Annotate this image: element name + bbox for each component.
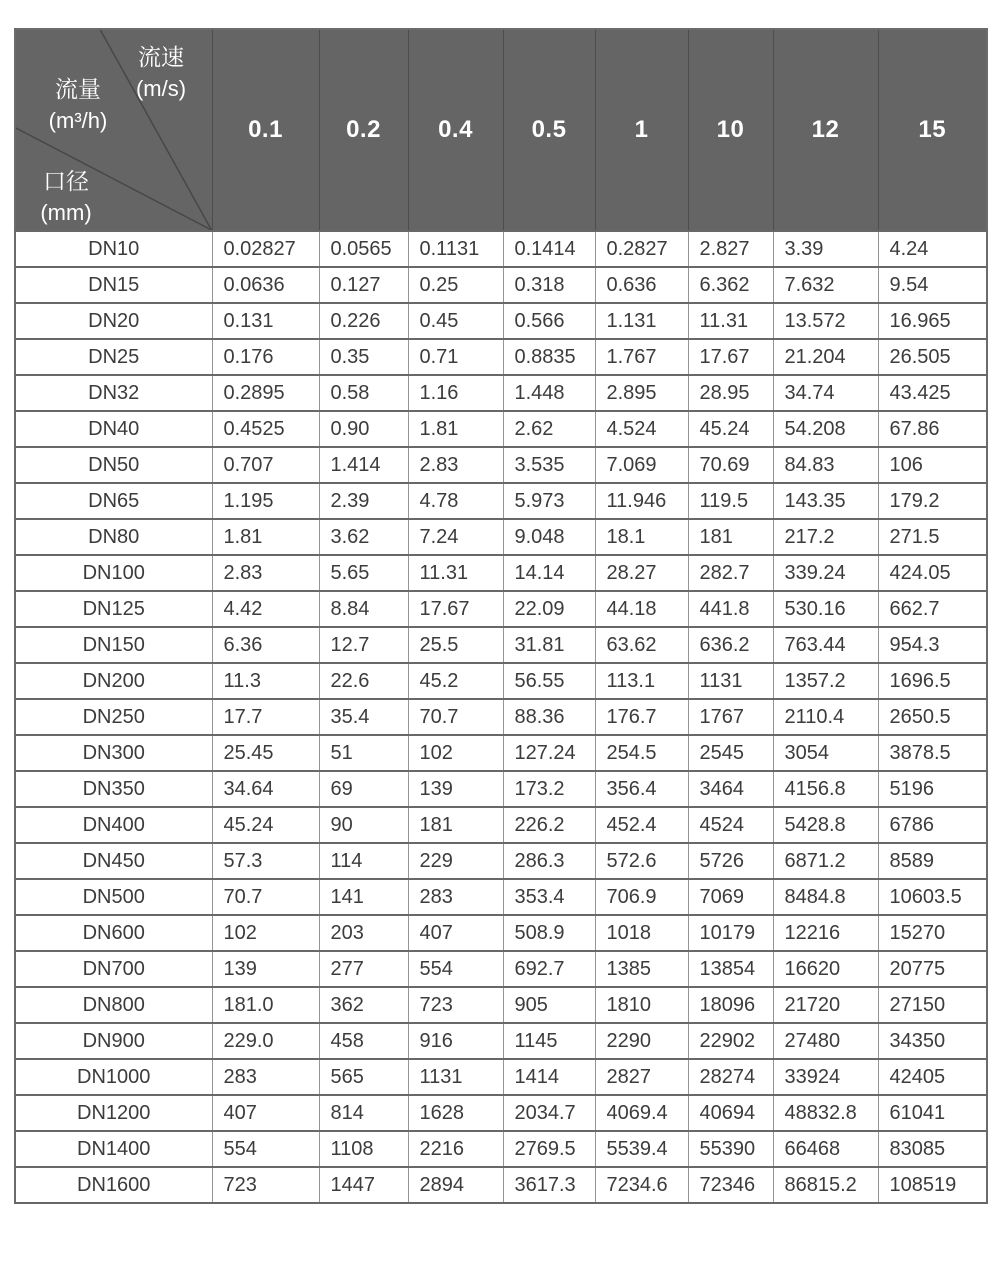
- table-row: [15, 915, 987, 951]
- table-row: [15, 771, 987, 807]
- flow-value-cell: 916: [408, 1023, 503, 1059]
- flow-value-cell: 11.946: [595, 483, 688, 519]
- flow-value-cell: 1447: [319, 1167, 408, 1203]
- flow-value-cell: 0.318: [503, 267, 595, 303]
- table-row: [15, 1095, 987, 1131]
- table-row: [15, 1131, 987, 1167]
- flow-value-cell: 102: [212, 915, 319, 951]
- table-row: [15, 807, 987, 843]
- table-row: [15, 231, 987, 267]
- flow-value-cell: 176.7: [595, 699, 688, 735]
- flow-value-cell: 1108: [319, 1131, 408, 1167]
- flow-value-cell: 17.67: [688, 339, 773, 375]
- flow-value-cell: 54.208: [773, 411, 878, 447]
- flow-value-cell: 34.64: [212, 771, 319, 807]
- flow-value-cell: 179.2: [878, 483, 987, 519]
- flow-value-cell: 143.35: [773, 483, 878, 519]
- flow-value-cell: 45.24: [212, 807, 319, 843]
- flow-value-cell: 5.973: [503, 483, 595, 519]
- flow-value-cell: 6.362: [688, 267, 773, 303]
- flow-value-cell: 7069: [688, 879, 773, 915]
- flow-value-cell: 0.636: [595, 267, 688, 303]
- flow-value-cell: 0.0565: [319, 231, 408, 267]
- flow-value-cell: 0.90: [319, 411, 408, 447]
- flow-value-cell: 27480: [773, 1023, 878, 1059]
- flow-value-cell: 1.81: [212, 519, 319, 555]
- flow-value-cell: 572.6: [595, 843, 688, 879]
- flow-value-cell: 692.7: [503, 951, 595, 987]
- flow-value-cell: 254.5: [595, 735, 688, 771]
- diameter-cell: DN800: [15, 987, 212, 1023]
- flow-value-cell: 4156.8: [773, 771, 878, 807]
- flow-value-cell: 28.95: [688, 375, 773, 411]
- flow-value-cell: 63.62: [595, 627, 688, 663]
- flow-value-cell: 0.25: [408, 267, 503, 303]
- flow-value-cell: 66468: [773, 1131, 878, 1167]
- table-row: [15, 843, 987, 879]
- flow-value-cell: 1767: [688, 699, 773, 735]
- flow-value-cell: 723: [212, 1167, 319, 1203]
- diameter-cell: DN100: [15, 555, 212, 591]
- flow-value-cell: 70.7: [212, 879, 319, 915]
- flow-value-cell: 5428.8: [773, 807, 878, 843]
- flow-value-cell: 7.632: [773, 267, 878, 303]
- flow-value-cell: 35.4: [319, 699, 408, 735]
- flow-value-cell: 0.226: [319, 303, 408, 339]
- diameter-cell: DN1000: [15, 1059, 212, 1095]
- flow-value-cell: 1.131: [595, 303, 688, 339]
- flow-value-cell: 28.27: [595, 555, 688, 591]
- flow-value-cell: 10179: [688, 915, 773, 951]
- table-row: [15, 987, 987, 1023]
- flow-value-cell: 25.45: [212, 735, 319, 771]
- velocity-column-header: 1: [595, 29, 688, 231]
- velocity-column-header: 10: [688, 29, 773, 231]
- flow-value-cell: 229: [408, 843, 503, 879]
- flow-value-cell: 271.5: [878, 519, 987, 555]
- flow-value-cell: 12216: [773, 915, 878, 951]
- flow-value-cell: 3878.5: [878, 735, 987, 771]
- flow-value-cell: 1.414: [319, 447, 408, 483]
- flow-value-cell: 173.2: [503, 771, 595, 807]
- flow-value-cell: 119.5: [688, 483, 773, 519]
- flow-value-cell: 22.09: [503, 591, 595, 627]
- diameter-cell: DN1400: [15, 1131, 212, 1167]
- diameter-label-text: 口径: [43, 168, 89, 194]
- flow-value-cell: 114: [319, 843, 408, 879]
- flow-value-cell: 9.048: [503, 519, 595, 555]
- flow-value-cell: 2.895: [595, 375, 688, 411]
- flow-value-cell: 6786: [878, 807, 987, 843]
- diameter-cell: DN65: [15, 483, 212, 519]
- diameter-cell: DN125: [15, 591, 212, 627]
- flow-value-cell: 3.535: [503, 447, 595, 483]
- diameter-cell: DN600: [15, 915, 212, 951]
- flow-value-cell: 283: [212, 1059, 319, 1095]
- flow-value-cell: 407: [212, 1095, 319, 1131]
- diameter-cell: DN150: [15, 627, 212, 663]
- velocity-label-text: 流速: [138, 44, 184, 70]
- flow-value-cell: 8.84: [319, 591, 408, 627]
- flow-value-cell: 0.2827: [595, 231, 688, 267]
- flow-value-cell: 277: [319, 951, 408, 987]
- diameter-cell: DN10: [15, 231, 212, 267]
- velocity-column-header: 0.1: [212, 29, 319, 231]
- header-row: [15, 29, 987, 231]
- flow-value-cell: 1.81: [408, 411, 503, 447]
- flow-value-cell: 2545: [688, 735, 773, 771]
- flow-value-cell: 139: [212, 951, 319, 987]
- flow-value-cell: 4069.4: [595, 1095, 688, 1131]
- flow-value-cell: 6871.2: [773, 843, 878, 879]
- flow-value-cell: 203: [319, 915, 408, 951]
- flow-label-text: 流量: [55, 76, 101, 102]
- flow-value-cell: 56.55: [503, 663, 595, 699]
- flow-value-cell: 106: [878, 447, 987, 483]
- flow-value-cell: 3054: [773, 735, 878, 771]
- flow-value-cell: 11.31: [688, 303, 773, 339]
- table-row: [15, 699, 987, 735]
- flow-value-cell: 3464: [688, 771, 773, 807]
- flow-value-cell: 21.204: [773, 339, 878, 375]
- flow-value-cell: 17.67: [408, 591, 503, 627]
- flow-value-cell: 8484.8: [773, 879, 878, 915]
- table-row: [15, 519, 987, 555]
- flow-value-cell: 2.39: [319, 483, 408, 519]
- flow-value-cell: 22902: [688, 1023, 773, 1059]
- table-row: [15, 627, 987, 663]
- flow-value-cell: 0.58: [319, 375, 408, 411]
- diameter-cell: DN200: [15, 663, 212, 699]
- flow-value-cell: 353.4: [503, 879, 595, 915]
- velocity-column-header: 0.5: [503, 29, 595, 231]
- flow-value-cell: 83085: [878, 1131, 987, 1167]
- corner-label-diameter: [26, 166, 106, 228]
- flow-value-cell: 1.16: [408, 375, 503, 411]
- table-row: [15, 1167, 987, 1203]
- flow-value-cell: 0.4525: [212, 411, 319, 447]
- flow-value-cell: 0.2895: [212, 375, 319, 411]
- flow-value-cell: 0.1131: [408, 231, 503, 267]
- diameter-cell: DN450: [15, 843, 212, 879]
- table-row: [15, 555, 987, 591]
- flow-value-cell: 5539.4: [595, 1131, 688, 1167]
- flow-value-cell: 7.24: [408, 519, 503, 555]
- flow-value-cell: 139: [408, 771, 503, 807]
- flow-value-cell: 7.069: [595, 447, 688, 483]
- diameter-cell: DN15: [15, 267, 212, 303]
- table-row: [15, 951, 987, 987]
- flow-value-cell: 51: [319, 735, 408, 771]
- flow-value-cell: 530.16: [773, 591, 878, 627]
- flow-value-cell: 67.86: [878, 411, 987, 447]
- flow-value-cell: 11.3: [212, 663, 319, 699]
- flow-value-cell: 25.5: [408, 627, 503, 663]
- flow-value-cell: 1.448: [503, 375, 595, 411]
- flow-value-cell: 43.425: [878, 375, 987, 411]
- diameter-cell: DN40: [15, 411, 212, 447]
- flow-value-cell: 0.131: [212, 303, 319, 339]
- flow-value-cell: 48832.8: [773, 1095, 878, 1131]
- flow-value-cell: 17.7: [212, 699, 319, 735]
- flow-value-cell: 706.9: [595, 879, 688, 915]
- flow-value-cell: 1357.2: [773, 663, 878, 699]
- flow-value-cell: 662.7: [878, 591, 987, 627]
- table-row: [15, 663, 987, 699]
- flow-value-cell: 40694: [688, 1095, 773, 1131]
- diameter-cell: DN300: [15, 735, 212, 771]
- flow-value-cell: 69: [319, 771, 408, 807]
- flow-value-cell: 1696.5: [878, 663, 987, 699]
- flow-value-cell: 2.827: [688, 231, 773, 267]
- flow-value-cell: 0.45: [408, 303, 503, 339]
- flow-value-cell: 554: [212, 1131, 319, 1167]
- flow-value-cell: 61041: [878, 1095, 987, 1131]
- flow-value-cell: 26.505: [878, 339, 987, 375]
- flow-value-cell: 88.36: [503, 699, 595, 735]
- flow-value-cell: 16.965: [878, 303, 987, 339]
- flow-value-cell: 108519: [878, 1167, 987, 1203]
- flow-value-cell: 0.176: [212, 339, 319, 375]
- flow-value-cell: 2216: [408, 1131, 503, 1167]
- flow-value-cell: 905: [503, 987, 595, 1023]
- flow-value-cell: 141: [319, 879, 408, 915]
- table-row: [15, 375, 987, 411]
- diameter-cell: DN500: [15, 879, 212, 915]
- flow-value-cell: 1.767: [595, 339, 688, 375]
- flow-value-cell: 5196: [878, 771, 987, 807]
- flow-value-cell: 34350: [878, 1023, 987, 1059]
- flow-value-cell: 31.81: [503, 627, 595, 663]
- flow-value-cell: 14.14: [503, 555, 595, 591]
- flow-value-cell: 57.3: [212, 843, 319, 879]
- flow-value-cell: 6.36: [212, 627, 319, 663]
- flow-value-cell: 102: [408, 735, 503, 771]
- diameter-cell: DN32: [15, 375, 212, 411]
- flow-value-cell: 9.54: [878, 267, 987, 303]
- flow-value-cell: 90: [319, 807, 408, 843]
- flow-value-cell: 1131: [688, 663, 773, 699]
- table-row: [15, 447, 987, 483]
- flow-value-cell: 7234.6: [595, 1167, 688, 1203]
- flow-value-cell: 1.195: [212, 483, 319, 519]
- flow-value-cell: 2894: [408, 1167, 503, 1203]
- flow-value-cell: 15270: [878, 915, 987, 951]
- diameter-cell: DN250: [15, 699, 212, 735]
- flow-value-cell: 21720: [773, 987, 878, 1023]
- flow-value-cell: 407: [408, 915, 503, 951]
- flow-value-cell: 4.24: [878, 231, 987, 267]
- table-row: [15, 483, 987, 519]
- flow-value-cell: 45.2: [408, 663, 503, 699]
- flow-value-cell: 814: [319, 1095, 408, 1131]
- flow-value-cell: 458: [319, 1023, 408, 1059]
- diameter-cell: DN20: [15, 303, 212, 339]
- flow-value-cell: 723: [408, 987, 503, 1023]
- flow-value-cell: 452.4: [595, 807, 688, 843]
- velocity-column-header: 0.2: [319, 29, 408, 231]
- flow-value-cell: 34.74: [773, 375, 878, 411]
- flow-value-cell: 763.44: [773, 627, 878, 663]
- flow-value-cell: 1810: [595, 987, 688, 1023]
- flow-value-cell: 2769.5: [503, 1131, 595, 1167]
- velocity-column-header: 15: [878, 29, 987, 231]
- flow-value-cell: 55390: [688, 1131, 773, 1167]
- diameter-cell: DN400: [15, 807, 212, 843]
- flow-value-cell: 13.572: [773, 303, 878, 339]
- flow-value-cell: 86815.2: [773, 1167, 878, 1203]
- flow-value-cell: 10603.5: [878, 879, 987, 915]
- flow-value-cell: 4.42: [212, 591, 319, 627]
- flow-value-cell: 356.4: [595, 771, 688, 807]
- flow-value-cell: 362: [319, 987, 408, 1023]
- flow-value-cell: 1385: [595, 951, 688, 987]
- flow-value-cell: 33924: [773, 1059, 878, 1095]
- flow-value-cell: 4524: [688, 807, 773, 843]
- flow-value-cell: 4.78: [408, 483, 503, 519]
- flow-value-cell: 2110.4: [773, 699, 878, 735]
- velocity-unit-text: (m/s): [135, 76, 187, 101]
- flow-value-cell: 1018: [595, 915, 688, 951]
- flow-value-cell: 20775: [878, 951, 987, 987]
- flow-value-cell: 0.0636: [212, 267, 319, 303]
- corner-label-flow: [36, 74, 120, 136]
- flow-value-cell: 1131: [408, 1059, 503, 1095]
- flow-value-cell: 508.9: [503, 915, 595, 951]
- flow-value-cell: 2.83: [408, 447, 503, 483]
- flow-value-cell: 441.8: [688, 591, 773, 627]
- table-row: [15, 411, 987, 447]
- corner-label-velocity: [114, 42, 208, 104]
- flow-value-cell: 12.7: [319, 627, 408, 663]
- flow-value-cell: 1628: [408, 1095, 503, 1131]
- flow-value-cell: 2290: [595, 1023, 688, 1059]
- flow-value-cell: 0.1414: [503, 231, 595, 267]
- diameter-cell: DN25: [15, 339, 212, 375]
- flow-value-cell: 8589: [878, 843, 987, 879]
- flow-value-cell: 0.8835: [503, 339, 595, 375]
- flow-value-cell: 4.524: [595, 411, 688, 447]
- flow-value-cell: 0.35: [319, 339, 408, 375]
- flow-value-cell: 22.6: [319, 663, 408, 699]
- diameter-cell: DN1200: [15, 1095, 212, 1131]
- flow-value-cell: 11.31: [408, 555, 503, 591]
- flow-value-cell: 28274: [688, 1059, 773, 1095]
- flow-value-cell: 181: [688, 519, 773, 555]
- flow-value-cell: 1145: [503, 1023, 595, 1059]
- table-row: [15, 339, 987, 375]
- flow-value-cell: 554: [408, 951, 503, 987]
- flow-rate-table: [14, 28, 988, 1204]
- velocity-column-header: 0.4: [408, 29, 503, 231]
- flow-value-cell: 127.24: [503, 735, 595, 771]
- table-row: [15, 1023, 987, 1059]
- table-row: [15, 879, 987, 915]
- flow-value-cell: 2827: [595, 1059, 688, 1095]
- diameter-cell: DN900: [15, 1023, 212, 1059]
- flow-value-cell: 565: [319, 1059, 408, 1095]
- flow-value-cell: 2.83: [212, 555, 319, 591]
- flow-value-cell: 3.62: [319, 519, 408, 555]
- table-row: [15, 735, 987, 771]
- velocity-column-header: 12: [773, 29, 878, 231]
- flow-value-cell: 424.05: [878, 555, 987, 591]
- flow-unit-text: (m³/h): [48, 108, 108, 133]
- flow-value-cell: 45.24: [688, 411, 773, 447]
- flow-value-cell: 217.2: [773, 519, 878, 555]
- diameter-unit-text: (mm): [40, 200, 92, 225]
- flow-value-cell: 282.7: [688, 555, 773, 591]
- flow-value-cell: 2650.5: [878, 699, 987, 735]
- flow-value-cell: 3.39: [773, 231, 878, 267]
- flow-value-cell: 181.0: [212, 987, 319, 1023]
- flow-value-cell: 3617.3: [503, 1167, 595, 1203]
- flow-value-cell: 283: [408, 879, 503, 915]
- flow-value-cell: 1414: [503, 1059, 595, 1095]
- flow-value-cell: 16620: [773, 951, 878, 987]
- flow-value-cell: 636.2: [688, 627, 773, 663]
- table-row: [15, 1059, 987, 1095]
- corner-header-cell: [15, 29, 212, 231]
- table-header: [15, 29, 987, 231]
- flow-value-cell: 0.707: [212, 447, 319, 483]
- diameter-cell: DN80: [15, 519, 212, 555]
- flow-value-cell: 27150: [878, 987, 987, 1023]
- diameter-cell: DN1600: [15, 1167, 212, 1203]
- flow-value-cell: 339.24: [773, 555, 878, 591]
- flow-value-cell: 13854: [688, 951, 773, 987]
- flow-value-cell: 113.1: [595, 663, 688, 699]
- flow-value-cell: 42405: [878, 1059, 987, 1095]
- flow-value-cell: 2034.7: [503, 1095, 595, 1131]
- flow-value-cell: 226.2: [503, 807, 595, 843]
- diameter-cell: DN50: [15, 447, 212, 483]
- flow-value-cell: 84.83: [773, 447, 878, 483]
- flow-value-cell: 18096: [688, 987, 773, 1023]
- flow-value-cell: 0.02827: [212, 231, 319, 267]
- flow-value-cell: 2.62: [503, 411, 595, 447]
- flow-value-cell: 286.3: [503, 843, 595, 879]
- flow-value-cell: 0.127: [319, 267, 408, 303]
- flow-value-cell: 70.7: [408, 699, 503, 735]
- flow-value-cell: 181: [408, 807, 503, 843]
- diameter-cell: DN350: [15, 771, 212, 807]
- table-row: [15, 591, 987, 627]
- flow-value-cell: 70.69: [688, 447, 773, 483]
- flow-value-cell: 0.71: [408, 339, 503, 375]
- flow-value-cell: 229.0: [212, 1023, 319, 1059]
- flow-value-cell: 954.3: [878, 627, 987, 663]
- flow-value-cell: 5.65: [319, 555, 408, 591]
- table-body: [15, 231, 987, 1203]
- flow-value-cell: 5726: [688, 843, 773, 879]
- table-row: [15, 303, 987, 339]
- flow-value-cell: 18.1: [595, 519, 688, 555]
- flow-value-cell: 44.18: [595, 591, 688, 627]
- diameter-cell: DN700: [15, 951, 212, 987]
- table-row: [15, 267, 987, 303]
- flow-value-cell: 0.566: [503, 303, 595, 339]
- flow-value-cell: 72346: [688, 1167, 773, 1203]
